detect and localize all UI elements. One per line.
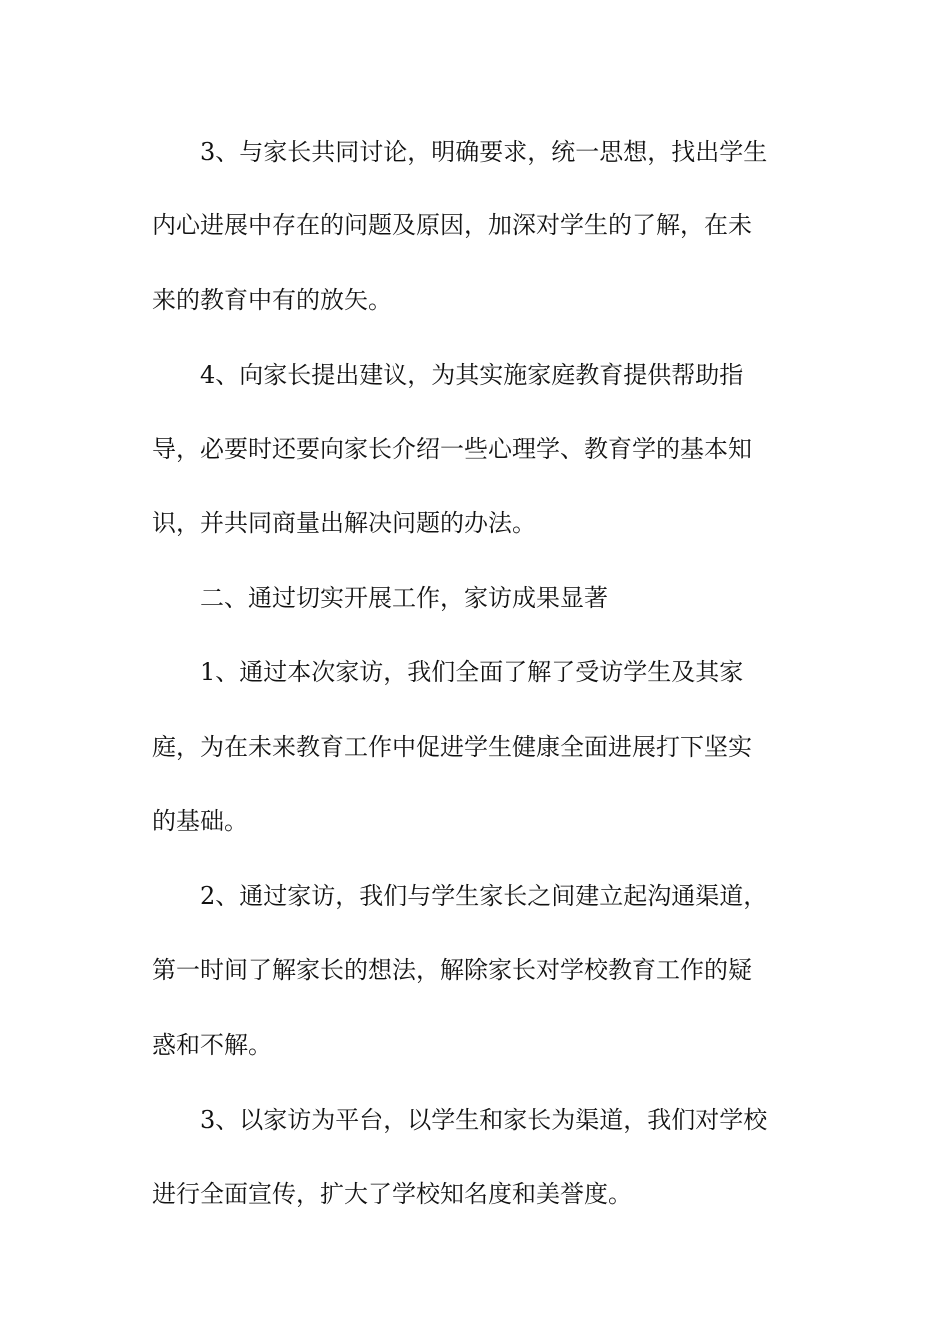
- paragraph-line: 来的教育中有的放矢。: [152, 286, 392, 314]
- section-heading: 二、通过切实开展工作，家访成果显著: [200, 584, 608, 612]
- paragraph-line: 3、以家访为平台，以学生和家长为渠道，我们对学校: [200, 1106, 768, 1134]
- paragraph-line: 的基础。: [152, 807, 248, 835]
- paragraph-line: 庭，为在未来教育工作中促进学生健康全面进展打下坚实: [152, 733, 752, 761]
- paragraph-line: 3、与家长共同讨论，明确要求，统一思想，找出学生: [200, 138, 768, 166]
- paragraph-line: 导，必要时还要向家长介绍一些心理学、教育学的基本知: [152, 435, 752, 463]
- paragraph-line: 1、通过本次家访，我们全面了解了受访学生及其家: [200, 658, 744, 686]
- paragraph-line: 2、通过家访，我们与学生家长之间建立起沟通渠道，: [200, 882, 768, 910]
- paragraph-line: 惑和不解。: [152, 1031, 272, 1059]
- paragraph-line: 进行全面宣传，扩大了学校知名度和美誉度。: [152, 1180, 632, 1208]
- paragraph-line: 识，并共同商量出解决问题的办法。: [152, 509, 536, 537]
- paragraph-line: 4、向家长提出建议，为其实施家庭教育提供帮助指: [200, 361, 744, 389]
- paragraph-line: 内心进展中存在的问题及原因，加深对学生的了解，在未: [152, 211, 752, 239]
- paragraph-line: 第一时间了解家长的想法，解除家长对学校教育工作的疑: [152, 956, 752, 984]
